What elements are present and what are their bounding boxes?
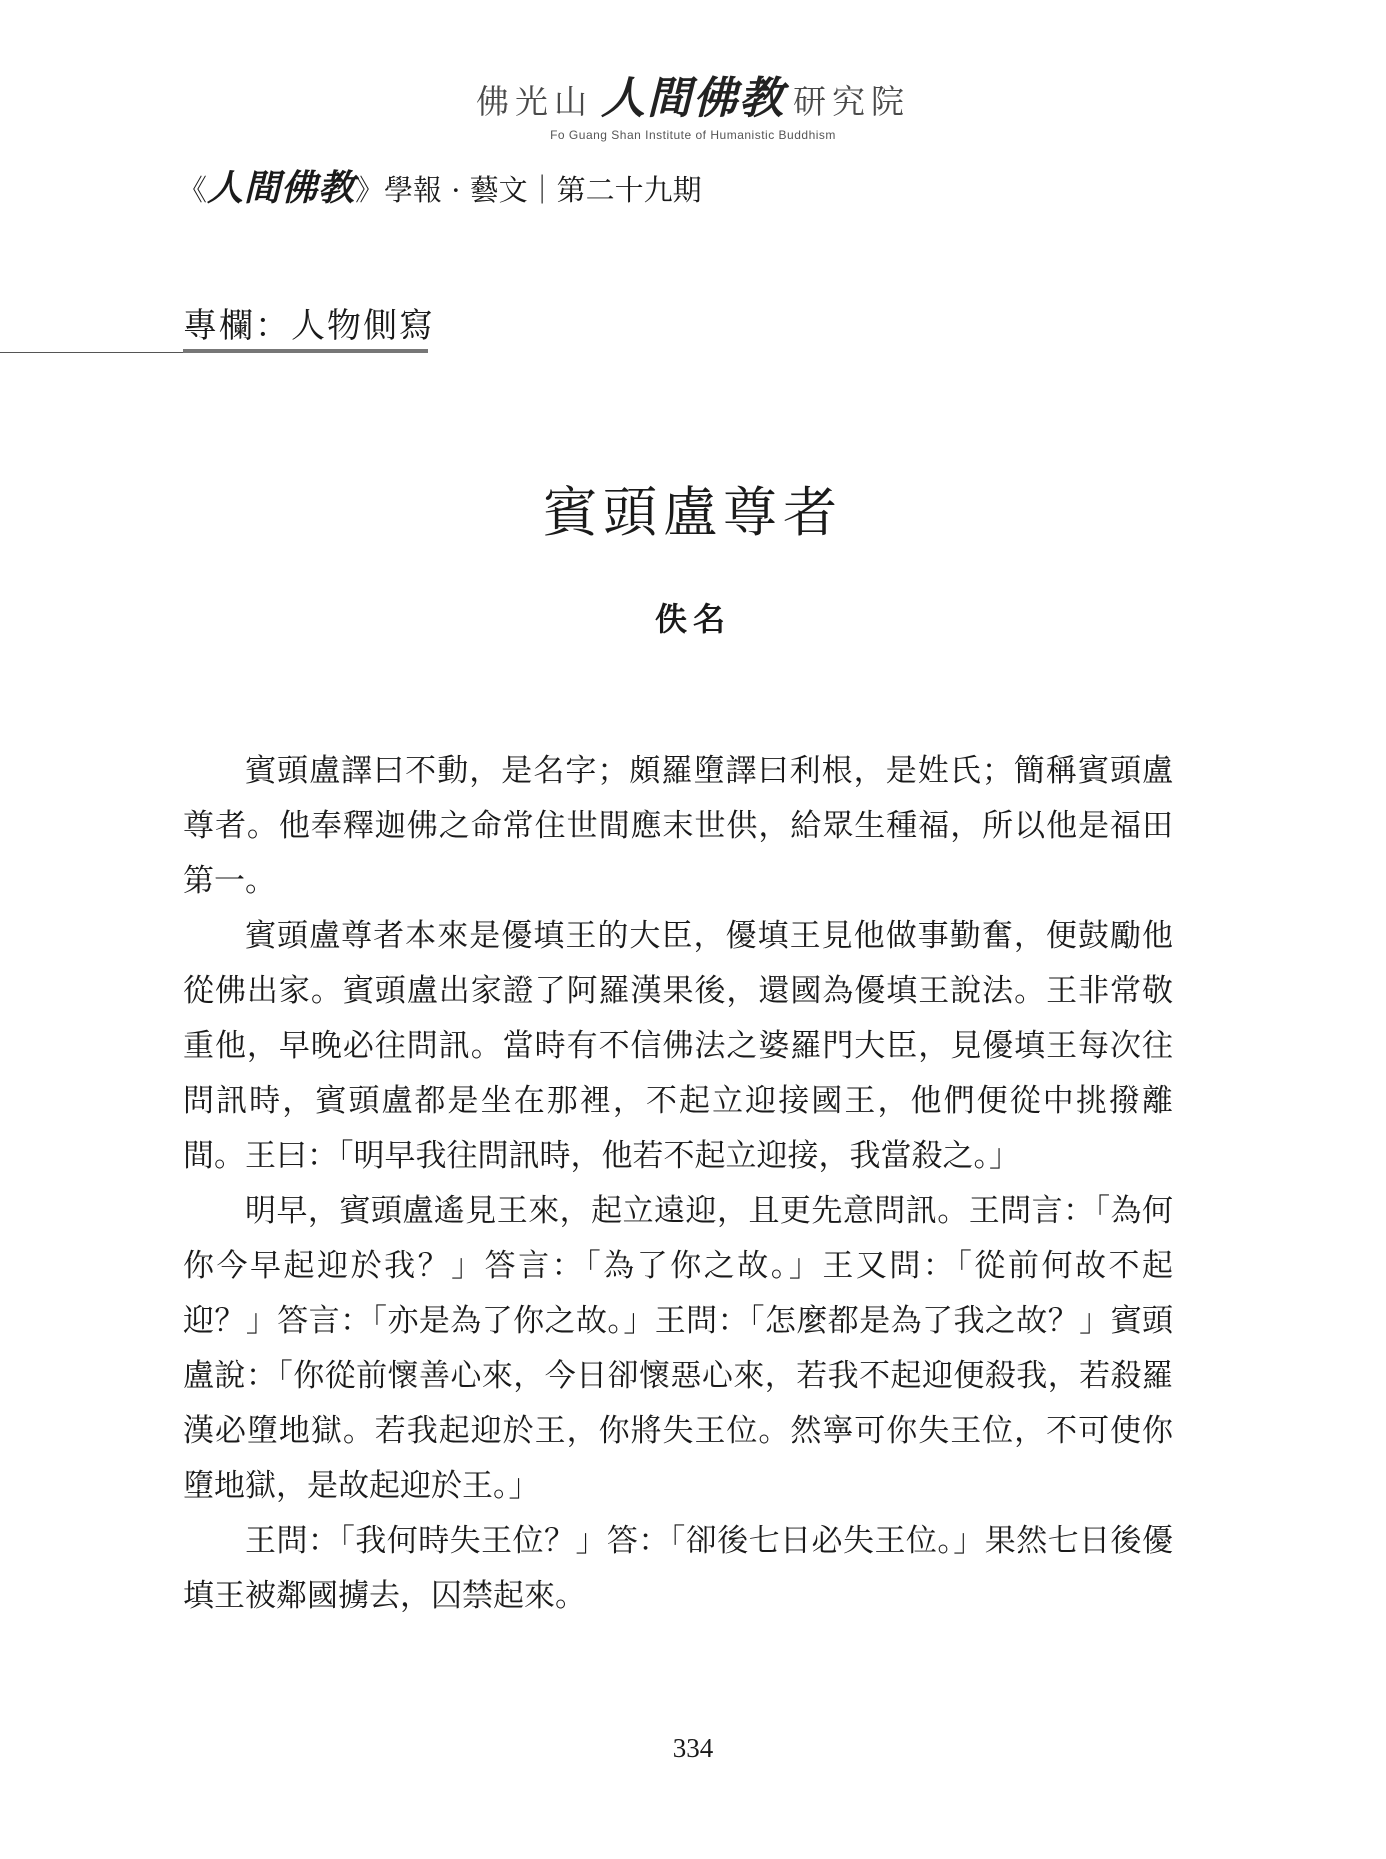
journal-logo-script: 人間佛教 [207,167,356,209]
journal-open-bracket: 《 [178,173,208,207]
institute-name-right: 研究院 [793,82,910,121]
paragraph: 賓頭盧尊者本來是優填王的大臣，優填王見他做事勤奮，便鼓勵他從佛出家。賓頭盧出家證了阿羅漢果後，還國為優填王說法。王非常敬重他，早晚必往問訊。當時有不信佛法之婆羅門大臣，見優填王每次往問訊時，賓頭盧都是坐在那裡，不起立迎接國王，他們便從中挑撥離間。王曰：「明早我往問訊時，他若不起立迎接，我當殺之。」 [183,918,1173,1174]
column-divider-thin [0,352,183,353]
column-divider-thick [183,349,428,353]
journal-issue: 》學報 · 藝文｜第二十九期 [355,173,702,207]
masthead [0,62,1386,142]
article-author: 佚名 [654,600,731,638]
paragraph: 明早，賓頭盧遙見王來，起立遠迎，且更先意問訊。王問言：「為何你今早起迎於我？」答言：「為了你之故。」王又問：「從前何故不起迎？」答言：「亦是為了你之故。」王問：「怎麼都是為了我之故？」賓頭盧說：「你從前懷善心來，今日卻懷惡心來，若我不起迎便殺我，若殺羅漢必墮地獄。若我起迎於王，你將失王位。然寧可你失王位，不可使你墮地獄，是故起迎於王。」 [183,1193,1173,1504]
article-body [183,744,1173,1624]
institute-name [0,62,1386,126]
institute-name-left: 佛光山 [476,82,593,121]
page-number: 334 [672,1733,714,1763]
column-label: 專欄：人物側寫 [183,306,435,346]
paragraph: 賓頭盧譯曰不動，是名字；頗羅墮譯曰利根，是姓氏；簡稱賓頭盧尊者。他奉釋迦佛之命常住世間應末世供，給眾生種福，所以他是福田第一。 [183,753,1173,899]
institute-logo-script: 人間佛教 [601,73,785,124]
paragraph: 王問：「我何時失王位？」答：「卻後七日必失王位。」果然七日後優填王被鄰國擄去，囚禁起來。 [183,1523,1173,1614]
institute-name-english: Fo Guang Shan Institute of Humanistic Buddhism [550,128,836,142]
article-title: 賓頭盧尊者 [543,481,843,544]
journal-header [178,160,702,211]
